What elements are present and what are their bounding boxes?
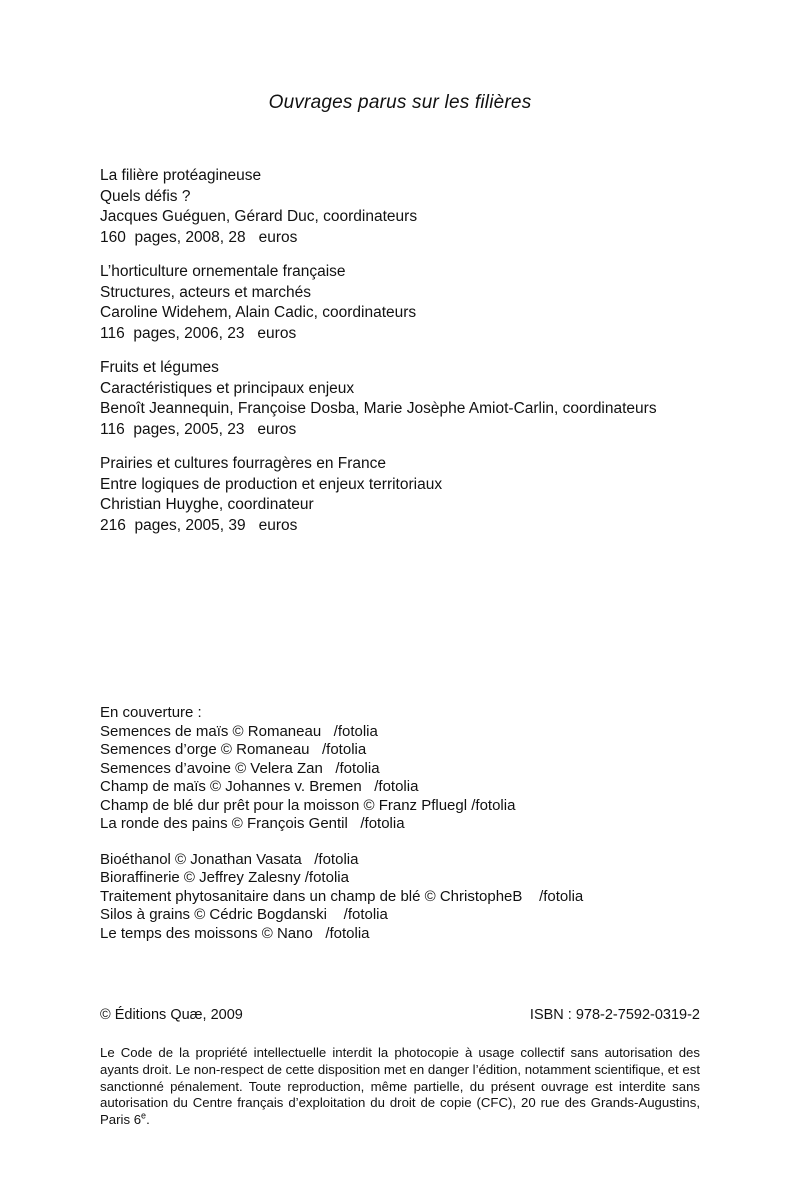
cover-credits-group-2 (100, 851, 700, 944)
legal-superscript: e (141, 1110, 147, 1121)
cover-credit: Bioéthanol © Jonathan Vasata /fotolia (100, 850, 359, 868)
cover-credit: Le temps des moissons © Nano /fotolia (100, 924, 370, 942)
book-pages-price: 116 pages, 2005, 23 euros (100, 420, 297, 438)
cover-credit: Champ de maïs © Johannes v. Bremen /fotolia (100, 778, 419, 795)
cover-credit: Traitement phytosanitaire dans un champ de blé © ChristopheB /fotolia (100, 887, 584, 905)
cover-credits-group-1 (100, 723, 700, 834)
cover-credit: Bioraffinerie © Jeffrey Zalesny /fotolia (100, 869, 349, 886)
book-entry-2 (100, 262, 700, 344)
book-subtitle: Structures, acteurs et marchés (100, 283, 312, 301)
cover-credit: Semences de maïs © Romaneau /fotolia (100, 722, 378, 740)
legal-notice (100, 1045, 700, 1129)
cover-credit: Semences d’orge © Romaneau /fotolia (100, 741, 367, 758)
cover-credit: La ronde des pains © François Gentil /fotolia (100, 815, 405, 832)
book-subtitle: Entre logiques de production et enjeux territoriaux (100, 475, 443, 493)
isbn: ISBN : 978-2-7592-0319-2 (529, 1007, 700, 1023)
book-authors: Christian Huyghe, coordinateur (100, 496, 314, 513)
book-entry-1 (100, 166, 700, 248)
book-authors: Caroline Widehem, Alain Cadic, coordinateurs (100, 304, 417, 321)
book-title: Fruits et légumes (100, 359, 219, 376)
book-authors: Jacques Guéguen, Gérard Duc, coordinateurs (100, 208, 418, 225)
book-title: La filière protéagineuse (100, 167, 262, 184)
publisher-copyright: © Éditions Quæ, 2009 (100, 1007, 243, 1023)
legal-text: Le Code de la propriété intellectuelle interdit la photocopie à usage collectif sans autorisation des ayants droit. Le non-respect de cette disposition met en danger l’édition, notamment scientifique, et est sanctionné pénalement. Toute reproduction, même partielle, du présent ouvrage est interdite sans autorisation du Centre français d’exploitation du droit de copie (CFC), 20 rue des Grands-Augustins, Paris 6 (100, 1045, 700, 1128)
book-pages-price: 216 pages, 2005, 39 euros (100, 516, 298, 534)
page-title: Ouvrages parus sur les filières (268, 92, 532, 113)
cover-credits (100, 704, 700, 943)
book-subtitle: Quels défis ? (100, 187, 191, 205)
book-pages-price: 116 pages, 2006, 23 euros (100, 324, 297, 342)
book-title: L’horticulture ornementale française (100, 263, 346, 280)
book-list (100, 166, 700, 536)
cover-credit: Champ de blé dur prêt pour la moisson © Franz Pfluegl /fotolia (100, 796, 516, 814)
cover-credit: Semences d’avoine © Velera Zan /fotolia (100, 759, 380, 777)
book-title: Prairies et cultures fourragères en France (100, 455, 387, 472)
book-entry-4 (100, 454, 700, 536)
legal-text-end: . (146, 1112, 150, 1128)
book-subtitle: Caractéristiques et principaux enjeux (100, 379, 355, 397)
cover-credit: Silos à grains © Cédric Bogdanski /fotolia (100, 906, 388, 923)
cover-credits-heading: En couverture : (100, 704, 202, 721)
imprint-row (100, 1007, 700, 1023)
book-authors: Benoît Jeannequin, Françoise Dosba, Marie Josèphe Amiot-Carlin, coordinateurs (100, 400, 657, 417)
book-pages-price: 160 pages, 2008, 28 euros (100, 228, 298, 246)
book-entry-3 (100, 358, 700, 440)
